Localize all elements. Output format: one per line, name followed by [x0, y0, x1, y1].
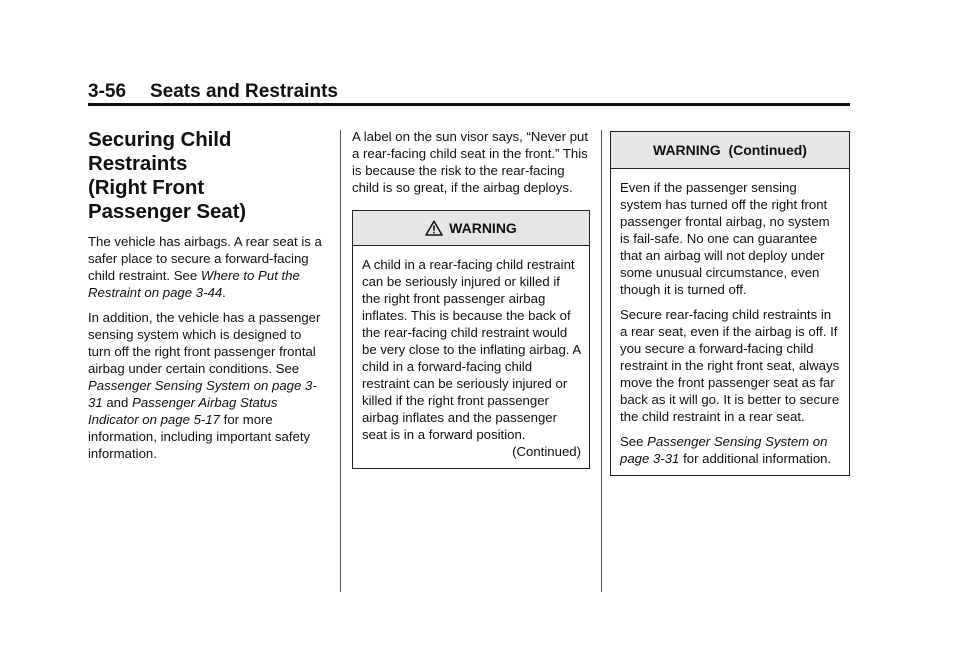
column-divider-right	[601, 130, 602, 592]
paragraph-text: In addition, the vehicle has a passenger sensing system which is designed to turn off the right front passenger frontal airbag under certain conditions. See	[88, 310, 321, 376]
warning-header	[353, 211, 589, 246]
warning-box	[352, 210, 590, 469]
paragraph-rear-seat: Secure rear-facing child restraints in a rear seat, even if the airbag is off. If you secure a forward-facing child restraint in the right front seat, always move the front passenger seat as far back as it will go. It is better to secure the child restraint in a rear seat.	[620, 307, 840, 424]
continued-label: (Continued)	[512, 444, 581, 459]
section-heading	[88, 128, 326, 224]
page-number: 3-56	[88, 81, 127, 102]
cross-reference-link[interactable]: Passenger Sensing System on page 3-31	[88, 378, 317, 410]
paragraph-end: for additional information.	[683, 451, 832, 466]
warning-triangle-icon	[425, 220, 443, 236]
cross-reference-link[interactable]: Passenger Airbag Status Indicator on page 5-17	[88, 395, 278, 427]
cross-reference-link[interactable]: Passenger Sensing System on page 3-31	[620, 434, 828, 466]
paragraph-airbags	[88, 233, 326, 301]
paragraph-end: .	[222, 285, 226, 300]
warning-title: WARNING	[449, 220, 517, 236]
paragraph-see-also	[620, 433, 841, 467]
column-1	[88, 128, 326, 470]
heading-line-3: Passenger Seat)	[88, 200, 247, 223]
column-divider-left	[340, 130, 341, 592]
warning-header-continued: WARNING (Continued)	[611, 132, 849, 169]
paragraph-fail-safe: Even if the passenger sensing system has turned off the right front passenger frontal airbag, no system is fail-safe. No one can guarantee that an airbag will not deploy under some unusual circumstance, even though it is turned off.	[620, 180, 830, 297]
column-3	[610, 131, 850, 476]
warning-text: A child in a rear-facing child restraint can be seriously injured or killed if the right front passenger airbag inflates. This is because the back of the rear-facing child restraint would be very close to the inflating airbag. A child in a forward-facing child restraint can be seriously injured or killed if the right front passenger airbag inflates and the passenger seat is in a forward position.	[362, 257, 581, 442]
warning-body-continued	[611, 169, 849, 475]
paragraph-text: The vehicle has airbags. A rear seat is a safer place to secure a forward-facing child restraint. See	[88, 234, 322, 283]
paragraph-text: See	[620, 434, 644, 449]
cross-reference-link[interactable]: Where to Put the Restraint on page 3-44	[88, 268, 300, 300]
heading-line-1: Securing Child Restraints	[88, 128, 232, 175]
paragraph-text: and	[106, 395, 129, 410]
paragraph-sun-visor: A label on the sun visor says, “Never put a rear-facing child seat in the front.” This is because the risk to the rear-facing child is so great, if the airbag deploys.	[352, 129, 589, 195]
heading-line-2: (Right Front	[88, 176, 205, 199]
page-header	[88, 80, 850, 104]
section-title: Seats and Restraints	[150, 81, 338, 102]
paragraph-sensing-system	[88, 309, 326, 462]
warning-box-continued	[610, 131, 850, 476]
column-2	[352, 128, 590, 469]
header-rule	[88, 103, 850, 106]
paragraph-end: for more information, including important safety information.	[88, 412, 311, 461]
warning-body	[353, 246, 589, 468]
